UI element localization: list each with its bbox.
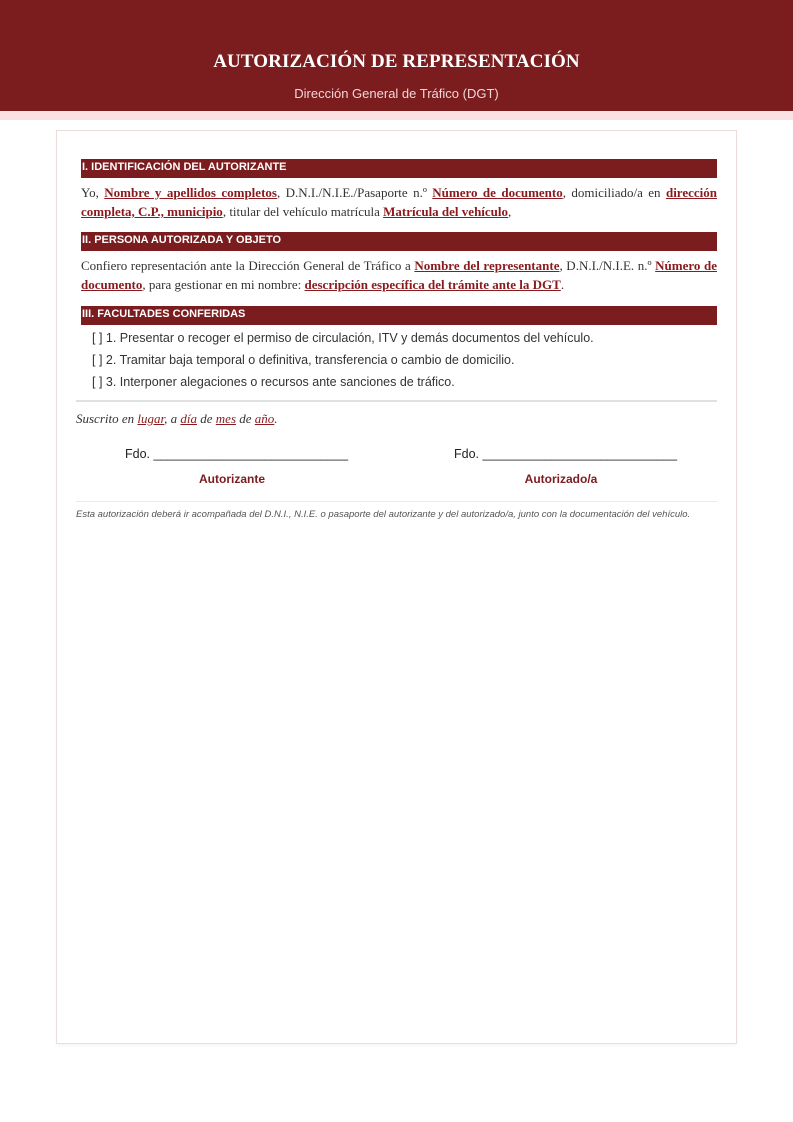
signature-line-autorizante[interactable]: Fdo. ____________________________ [125, 447, 349, 461]
facultad-item-2[interactable]: [ ] 2. Tramitar baja temporal o definitiva, transferencia o cambio de domicilio. [92, 353, 515, 367]
field-matricula[interactable]: Matrícula del vehículo [383, 204, 509, 219]
text: , D.N.I./N.I.E. n.º [559, 258, 656, 273]
facultad-item-3[interactable]: [ ] 3. Interponer alegaciones o recursos ante sanciones de tráfico. [92, 375, 455, 389]
text: , titular del vehículo matrícula [222, 204, 384, 219]
divider [76, 400, 717, 402]
document-title: AUTORIZACIÓN DE REPRESENTACIÓN [213, 51, 580, 72]
text: , para gestionar en mi nombre: [142, 277, 305, 292]
document-subtitle: Dirección General de Tráfico (DGT) [294, 86, 499, 101]
section-heading-facultades: III. FACULTADES CONFERIDAS [81, 306, 717, 325]
divider [76, 501, 717, 502]
text: . [274, 411, 278, 426]
text: , domiciliado/a en [562, 185, 666, 200]
signed-line [76, 411, 278, 427]
document-page [56, 130, 737, 1044]
section-paragraph-persona-autorizada [81, 256, 717, 294]
text: , a [164, 411, 181, 426]
field-nombre-representante[interactable]: Nombre del representante [414, 258, 560, 273]
signature-line-autorizado[interactable]: Fdo. ____________________________ [454, 447, 678, 461]
text: , D.N.I./N.I.E./Pasaporte n.º [276, 185, 433, 200]
document-header [0, 0, 793, 111]
signature-label-autorizante: Autorizante [199, 472, 265, 486]
text: de [236, 411, 255, 426]
field-nombre-autorizante[interactable]: Nombre y apellidos completos [104, 185, 277, 200]
text: Yo, [81, 185, 105, 200]
footnote: Esta autorización deberá ir acompañada del D.N.I., N.I.E. o pasaporte del autorizante y del autorizado/a, junto con la documentación del vehículo. [76, 509, 691, 520]
section-paragraph-identificacion [81, 183, 717, 221]
facultad-item-1[interactable]: [ ] 1. Presentar o recoger el permiso de circulación, ITV y demás documentos del vehículo. [92, 331, 594, 345]
field-lugar[interactable]: lugar [137, 411, 165, 426]
section-heading-identificacion: I. IDENTIFICACIÓN DEL AUTORIZANTE [81, 159, 717, 178]
field-anio[interactable]: año [254, 411, 275, 426]
field-descripcion-tramite[interactable]: descripción específica del trámite ante la DGT [304, 277, 561, 292]
header-accent-strip [0, 111, 793, 120]
section-heading-persona-autorizada: II. PERSONA AUTORIZADA Y OBJETO [81, 232, 717, 251]
signature-label-autorizado: Autorizado/a [524, 472, 598, 486]
field-documento-autorizante[interactable]: Número de documento [432, 185, 563, 200]
field-dia[interactable]: día [180, 411, 197, 426]
text: Confiero representación ante la Dirección General de Tráfico a [81, 258, 415, 273]
text: Suscrito en [76, 411, 138, 426]
text: de [197, 411, 216, 426]
text: . [560, 277, 565, 292]
field-documento-representante[interactable]: Número de documento [81, 258, 718, 292]
text: , [508, 204, 512, 219]
field-mes[interactable]: mes [215, 411, 236, 426]
field-direccion[interactable]: dirección completa, C.P., municipio [81, 185, 717, 219]
